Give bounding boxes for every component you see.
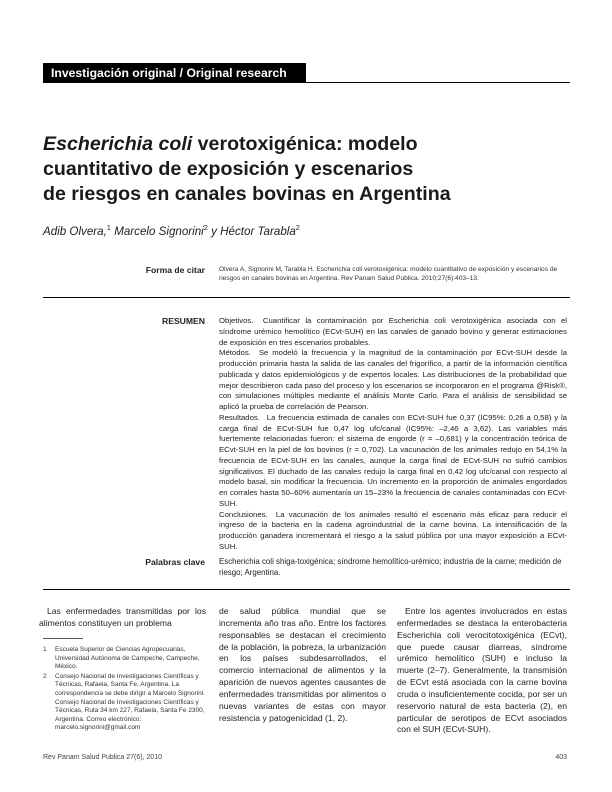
conclusiones-text: La vacunación de los animales resultó el escenario más eficaz para reducir el ingreso de la bacteria en la cadena agroindustrial de la carne bovina. La intensificación de la producción ganadera incrementará el riesgo a la salud pública por una mayor exposición a ECvt-SUH. (219, 509, 567, 551)
page-number: 403 (555, 754, 567, 761)
affiliation-mark: 1 (106, 223, 111, 232)
footnote (43, 646, 206, 672)
footnote-rule (43, 638, 83, 639)
header-rule (306, 82, 570, 83)
resultados-text: La frecuencia estimada de canales con ECvt-SUH fue 0,37 (IC95%: 0,26 a 0,58) y la carga final de ECvt-SUH fue 0,47 log ufc/canal (IC95%: –2,46 a 3,62). Las variables más fuertemente relacionadas fueron: el sistema de engorde (r = –0,681) y la concentración teórica de ECvt-SUH en la piel de los bovinos (r = 0,702). La vacunación de los animales redujo en 54,1% la frecuencia de ECvt-SUH en las canales, aunque la carga final de ECvt-SUH no sufrió cambios significativos. El duchado de las canales redujo la carga final en 0,42 log ufc/canal con respecto al modelo basal, sin modificar la frecuencia. Un incremento en la proporción de animales engordados en corrales hasta 50–60% aumentaría un 15–23% la frecuencia de canales contaminadas con ECvt-SUH. (219, 412, 567, 508)
footnote-text: Escuela Superior de Ciencias Agropecuarias, Universidad Autónoma de Campeche, Campeche, México. (55, 646, 200, 671)
metodos-text: Se modeló la frecuencia y la magnitud de la contaminación por ECvt-SUH desde la producción primaria hasta la salida de las canales del frigorífico, a partir de la información científica publicada y datos epidemiológicos y de expertos locales. Las distribuciones de la probabilidad que mejor describieron cada paso del proceso y los escenarios se incorporaron en el programa @Risk®, con simulaciones múltiples mediante el análisis Monte Carlo. Para el análisis de sensibilidad se aplicó la prueba de correlación de Pearson. (219, 348, 568, 411)
title-line2: cuantitativo de exposición y escenarios (43, 158, 414, 180)
author-signorini: Marcelo Signorini (110, 224, 204, 238)
footnote-text: Consejo Nacional de Investigaciones Científicas y Técnicas, Rafaela, Santa Fe, Argentina. La correspondencia se debe dirigir a Marcelo Signorini. Consejo Nacional de Investigaciones Científicas y Técnicas, Ruta 34 km 227, Rafaela, Santa Fe 2300, Argentina. Correo electrónico: marcelo.signorini@gmail.com (55, 672, 205, 732)
affiliation-mark: 2 (203, 223, 208, 232)
abstract-resultados (219, 413, 567, 510)
journal-footer: Rev Panam Salud Publica 27(6), 2010 (43, 754, 163, 761)
footnote (43, 673, 206, 733)
abstract-objetivos (219, 316, 567, 348)
citation-text: Olvera A, Signorini M, Tarabla H. Escherichia coli verotoxigénica: modelo cuantitativo de exposición y escenarios de riesgos en canales bovinas en Argentina. Rev Panam Salud Publica. 2010;27(6):403–13. (219, 266, 558, 283)
citation-label: Forma de citar (145, 265, 205, 275)
body-column-3: Entre los agentes involucrados en estas enfermedades se destaca la enterobacteria Escherichia coli verocitotoxigénica (ECvt), que puede causar diarreas, síndrome urémico hemolítico (SUH) e incluso la muerte (2–7). Generalmente, la transmisión de ECvt está asociada con la carne bovina cruda o insuficientemente cocida, por ser un reservorio natural de esta bacteria (2), en particular de serotipos de ECvt asociados con el SUH (ECvt-SUH). (397, 606, 567, 735)
abstract (219, 316, 567, 553)
abstract-conclusiones (219, 510, 567, 553)
affiliation-mark: 2 (295, 223, 300, 232)
conclusiones-heading: Conclusiones. (219, 509, 268, 519)
keywords-text: Escherichia coli shiga-toxigénica; síndrome hemolítico-urémico; industria de la carne; medición de riesgo; Argentina. (219, 557, 562, 577)
objetivos-text: Cuantificar la contaminación por Escherichia coli verotoxigénica asociada con el síndrome urémico hemolítico (ECvt-SUH) en las canales de ganado bovino y generar estimaciones de exposición en tres escenarios probables. (219, 316, 568, 347)
footnotes (43, 646, 206, 734)
section-tab: Investigación original / Original research (43, 63, 306, 83)
title-species: Escherichia coli (43, 133, 193, 155)
footnote-number: 1 (43, 646, 47, 653)
objetivos-heading: Objetivos. (219, 316, 254, 325)
abstract-label: RESUMEN (162, 316, 205, 326)
title-line3: de riesgos en canales bovinas en Argentina (43, 183, 451, 205)
abstract-metodos (219, 348, 567, 413)
article-title (43, 132, 563, 207)
title-line1: verotoxigénica: modelo (192, 133, 418, 155)
author-list (43, 223, 300, 238)
abstract-rule (43, 589, 570, 590)
author-olvera: Adib Olvera, (43, 224, 107, 238)
author-tarabla: y Héctor Tarabla (207, 224, 296, 238)
citation-rule (43, 297, 570, 298)
metodos-heading: Métodos. (219, 348, 251, 358)
resultados-heading: Resultados. (219, 412, 260, 422)
body-column-1: Las enfermedades transmitidas por los alimentos constituyen un problema (39, 606, 206, 628)
body-column-2: de salud pública mundial que se incrementa año tras año. Entre los factores responsables se destacan el crecimiento de la población, la pobreza, la urbanización en los países subdesarrollados, el comercio internacional de alimentos y la aparición de nuevos agentes causantes de enfermedades transmitidas por alimentos o nuevas variantes de estas con mayor resistencia y patogenicidad (1, 2). (219, 606, 386, 723)
keywords-label: Palabras clave (145, 557, 205, 567)
footnote-number: 2 (43, 672, 47, 680)
